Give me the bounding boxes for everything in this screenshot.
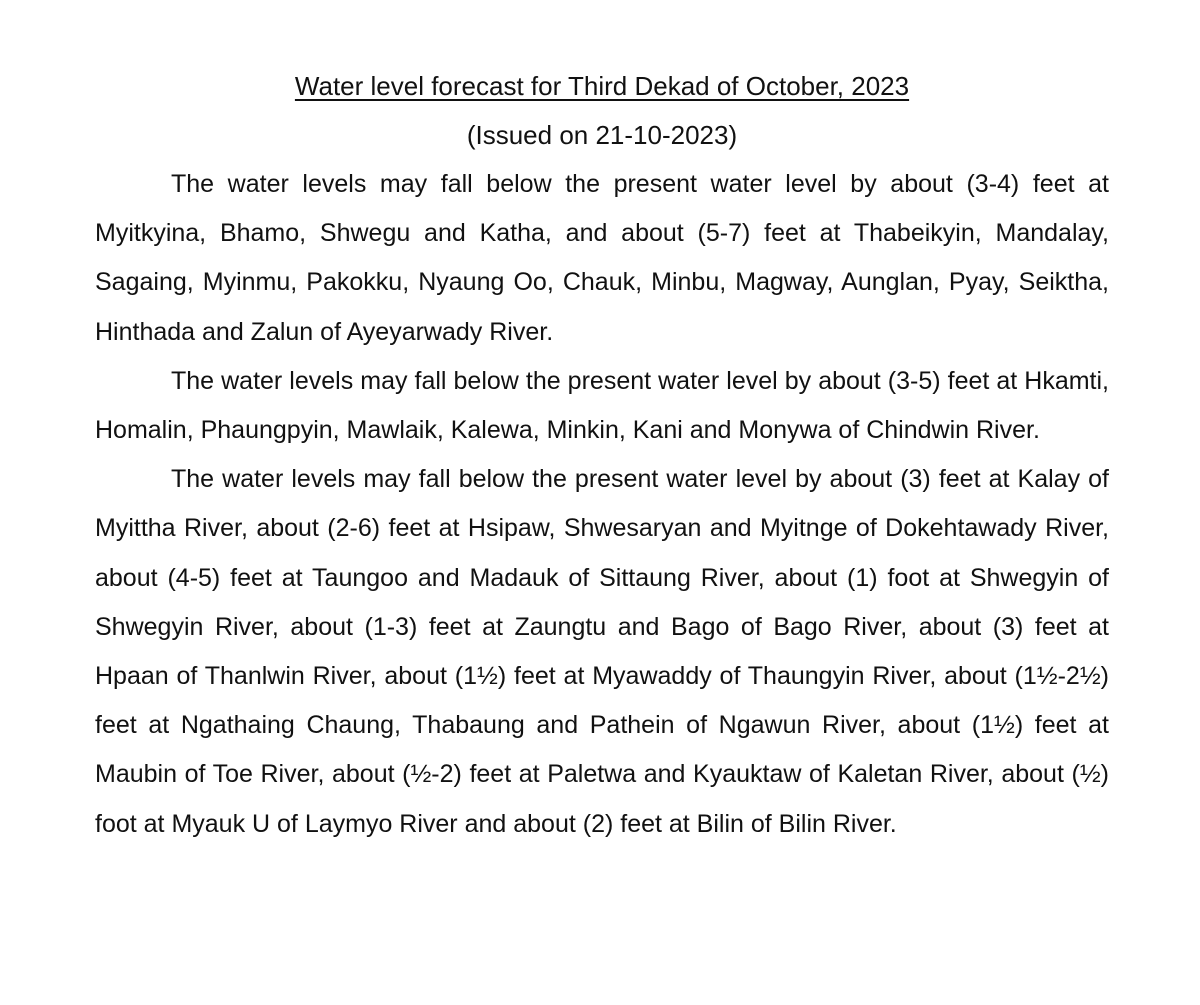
paragraph-chindwin: The water levels may fall below the present water level by about (3-5) feet at Hkamti, Homalin, Phaungpyin, Mawlaik, Kalewa, Minkin, Kani and Monywa of Chindwin River. [95, 366, 1109, 445]
document-page [95, 62, 1109, 849]
issued-date: (Issued on 21-10-2023) [466, 120, 738, 150]
paragraph-ayeyarwady: The water levels may fall below the present water level by about (3-4) feet at Myitkyina, Bhamo, Shwegu and Katha, and about (5-7) feet at Thabeikyin, Mandalay, Sagaing, Myinmu, Pakokku, Nyaung Oo, Chauk, Minbu, Magway, Aunglan, Pyay, Seiktha, Hinthada and Zalun of Ayeyarwady River. [95, 170, 1109, 346]
paragraph-other-rivers: The water levels may fall below the present water level by about (3) feet at Kalay of Myittha River, about (2-6) feet at Hsipaw, Shwesaryan and Myitnge of Dokehtawady River, about (4-5) feet at Taungoo and Madauk of Sittaung River, about (1) foot at Shwegyin of Shwegyin River, about (1-3) feet at Zaungtu and Bago of Bago River, about (3) feet at Hpaan of Thanlwin River, about (1½) feet at Myawaddy of Thaungyin River, about (1½-2½) feet at Ngathaing Chaung, Thabaung and Pathein of Ngawun River, about (1½) feet at Maubin of Toe River, about (½-2) feet at Paletwa and Kyauktaw of Kaletan River, about (½) foot at Myauk U of Laymyo River and about (2) feet at Bilin of Bilin River. [95, 465, 1109, 838]
document-title: Water level forecast for Third Dekad of October, 2023 [294, 71, 910, 101]
